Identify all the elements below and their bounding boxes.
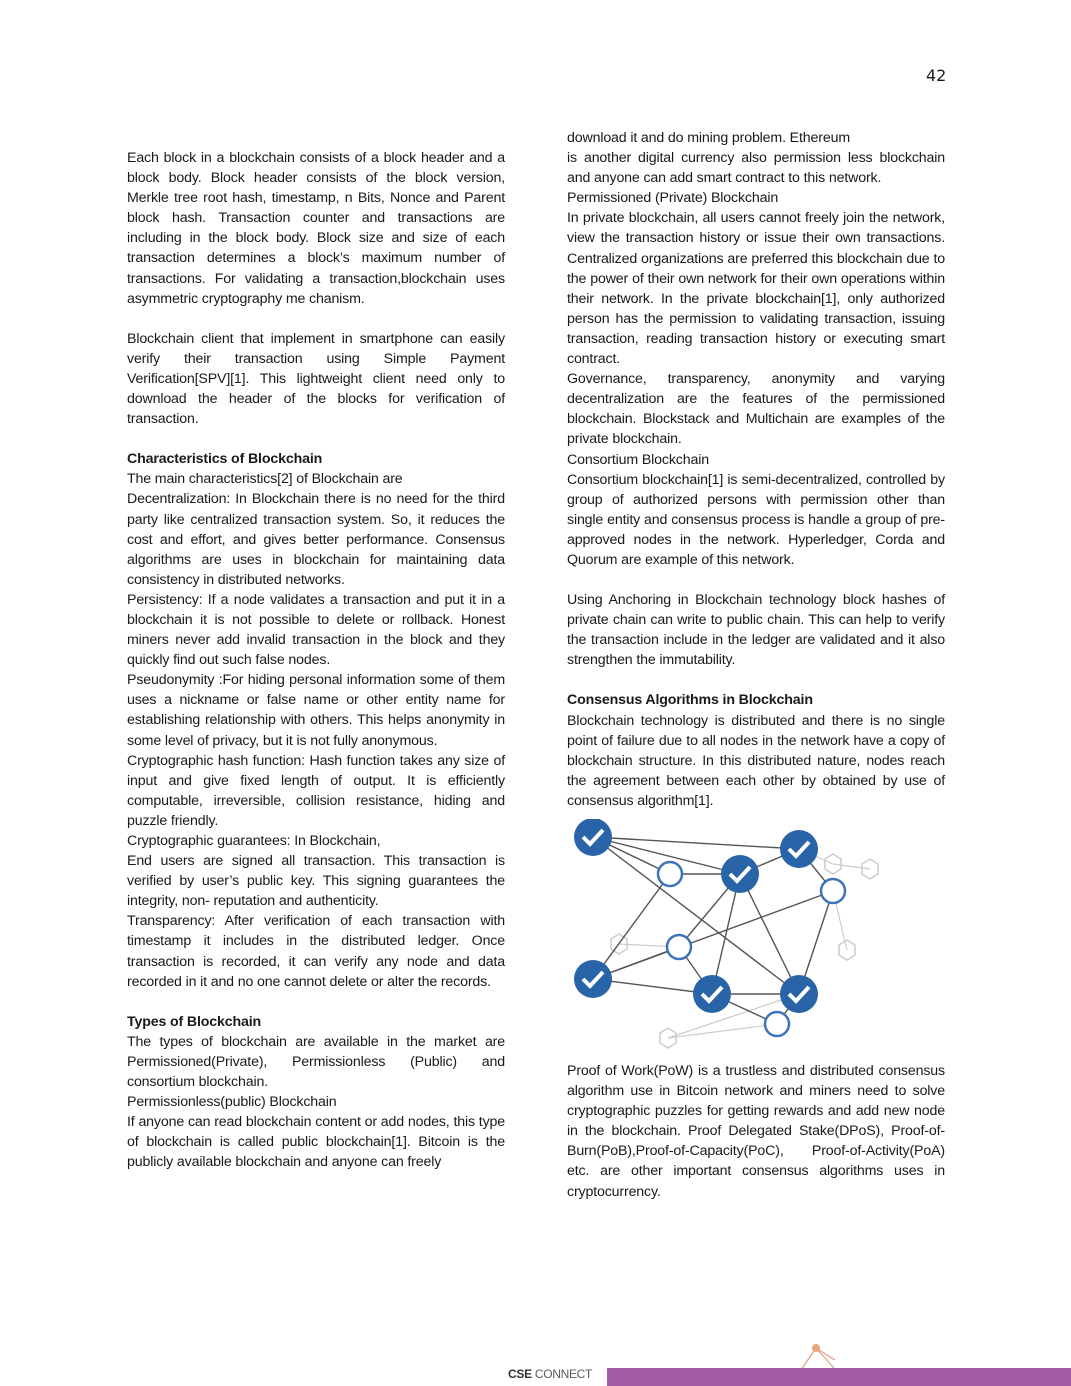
open-node xyxy=(821,879,845,903)
types-intro: The types of blockchain are available in the market are Permissioned(Private), Permissionless (Public) and consortium blockchain. xyxy=(127,1033,505,1091)
page-number: 42 xyxy=(926,66,947,85)
open-node xyxy=(667,935,691,959)
check-node-icon xyxy=(780,975,818,1013)
brand-bold: CSE xyxy=(508,1367,532,1381)
right-column xyxy=(567,128,945,1202)
continued-line: download it and do mining problem. Ethereum xyxy=(567,130,850,146)
consortium-paragraph: Consortium blockchain[1] is semi-decentralized, controlled by group of authorized persons with permission other than single entity and consensus process is handle a group of pre-approved nodes in the network. Hyperledger, Corda and Quorum are example of this network. xyxy=(567,471,945,568)
characteristics-intro: The main characteristics[2] of Blockchain are xyxy=(127,471,403,488)
consensus-paragraph: Blockchain technology is distributed and there is no single point of failure due to all nodes in the network have a copy of blockchain structure. In this distributed nature, nodes reach the agreement between each other by obtained by use of consensus algorithm[1]. xyxy=(567,712,945,809)
intro-paragraph: Each block in a blockchain consists of a block header and a block body. Block header consists of the block version, Merkle tree root hash, timestamp, n Bits, Nonce and Parent block hash. Transaction counter and transactions are including in the block body. Block size and size of each transaction determines a block’s maximum number of transactions. For validating a transaction,blockchain uses asymmetric cryptography me chanism. xyxy=(127,150,505,307)
types-heading: Types of Blockchain xyxy=(127,1013,262,1030)
hash-function-paragraph: Cryptographic hash function: Hash function takes any size of input and give fixed length of output. It is efficiently computable, irreversible, collision resistance, hiding and puzzle friendly. xyxy=(127,752,505,829)
brand-light: CONNECT xyxy=(534,1367,593,1381)
guarantees-title: Cryptographic guarantees: In Blockchain, xyxy=(127,833,381,849)
decentralization-paragraph: Decentralization: In Blockchain there is no need for the third party like centralized transaction system. So, it reduces the cost and effort, and gives better performance. Consensus algorithms are uses in blockchain for maintaining data consistency in distributed networks. xyxy=(127,491,505,588)
permissioned-title: Permissioned (Private) Blockchain xyxy=(567,190,779,207)
check-node-icon xyxy=(780,830,818,868)
footer-brand xyxy=(508,1367,592,1381)
permissioned-paragraph: In private blockchain, all users cannot freely join the network, view the transaction history or issue their own transactions. Centralized organizations are preferred this blockchain due to the power of their own network for their own operations within their network. In the private blockchain[1], only authorized person has the permission to validating transaction, issuing transaction, reading transaction history or executing smart contract. xyxy=(567,210,945,368)
transparency-paragraph: Transparency: After verification of each transaction with timestamp it includes in the distributed ledger. Once transaction is recorded, it can verify any node and data recorded in it and no one cannot delete or alter the records. xyxy=(127,913,505,990)
permissionless-title: Permissionless(public) Blockchain xyxy=(127,1094,337,1111)
check-node-icon xyxy=(721,855,759,893)
footer-color-bar xyxy=(607,1368,1071,1386)
governance-paragraph: Governance, transparency, anonymity and varying decentralization are the features of the permissioned blockchain. Blockstack and Multichain are examples of the private blockchain. xyxy=(567,371,945,448)
pow-paragraph: Proof of Work(PoW) is a trustless and distributed consensus algorithm use in Bitcoin network and miners need to solve cryptographic puzzles for getting rewards and add new node in the blockchain. Proof Delegated Stake(DPoS), Proof-of-Burn(PoB),Proof-of-Capacity(PoC), Proof-of-Activity(PoA) etc. are other important consensus algorithms uses in cryptocurrency. xyxy=(567,1063,945,1200)
check-node-icon xyxy=(574,960,612,998)
pseudonymity-paragraph: Pseudonymity :For hiding personal information some of them uses a nickname or false name or other entity name for establishing relationship with others. This helps anonymity in some level of privacy, but it is not fully anonymous. xyxy=(127,672,505,749)
consortium-title: Consortium Blockchain xyxy=(567,451,709,468)
check-node-icon xyxy=(574,819,612,856)
guarantees-paragraph: End users are signed all transaction. This transaction is verified by user’s public key. This signing guarantees the integrity, non- reputation and authenticity. xyxy=(127,853,505,910)
characteristics-heading: Characteristics of Blockchain xyxy=(127,451,323,468)
ethereum-paragraph: is another digital currency also permission less blockchain and anyone can add smart contract to this network. xyxy=(567,150,945,187)
blockchain-network-figure xyxy=(567,819,897,1051)
check-node-icon xyxy=(693,975,731,1013)
persistency-paragraph: Persistency: If a node validates a transaction and put it in a blockchain it is not possible to delete or rollback. Honest miners never add invalid transaction in the block and they quickly find out such false nodes. xyxy=(127,591,505,669)
permissionless-paragraph: If anyone can read blockchain content or add nodes, this type of blockchain is called public blockchain[1]. Bitcoin is the publicly available blockchain and anyone can freely xyxy=(127,1114,505,1171)
anchoring-paragraph: Using Anchoring in Blockchain technology block hashes of private chain can write to public chain. This can help to verify the transaction include in the ledger are validated and it also strengthen the immutability. xyxy=(567,592,945,669)
spv-paragraph: Blockchain client that implement in smartphone can easily verify their transaction using Simple Payment Verification[SPV][1]. This lightweight client need only to download the header of the blocks for verification of transaction. xyxy=(127,330,505,428)
open-node xyxy=(658,862,682,886)
left-column xyxy=(127,148,505,1173)
consensus-heading: Consensus Algorithms in Blockchain xyxy=(567,692,813,709)
open-node xyxy=(765,1012,789,1036)
